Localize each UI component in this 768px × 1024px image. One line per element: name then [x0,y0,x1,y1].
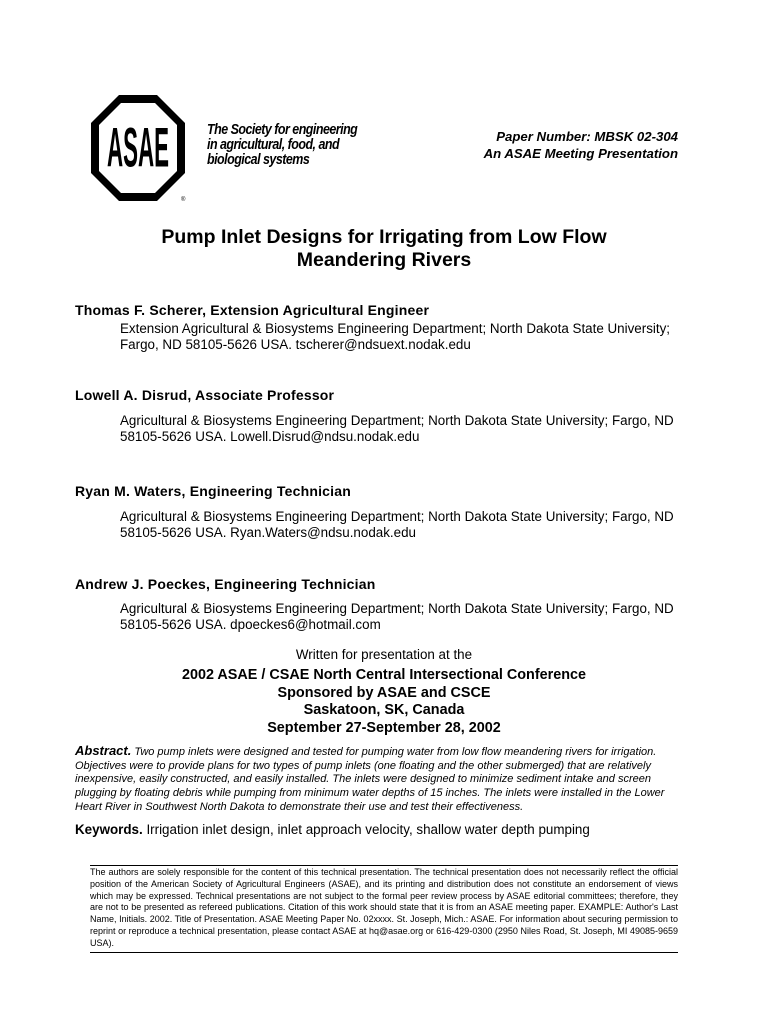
keywords [75,822,685,837]
affiliation-line: Agricultural & Biosystems Engineering Department; North Dakota State University; Fargo, ND [120,413,674,428]
copyright-notice: The authors are solely responsible for the content of this technical presentation. The technical presentation does not necessarily reflect the official position of the American Society of Agricultural Engineers (ASAE), and its printing and distribution does not constitute an endorsement of views which may be expressed. Technical presentations are not subject to the formal peer review process by ASAE editorial committees; therefore, they are not to be presented as refereed publications. Citation of this work should state that it is from an ASAE meeting paper. EXAMPLE: Author's Last Name, Initials. 2002. Title of Presentation. ASAE Meeting Paper No. 02xxxx. St. Joseph, Mich.: ASAE. For information about securing permission to reprint or reproduce a technical presentation, please contact ASAE at hq@asae.org or 616-429-0300 (2950 Niles Road, St. Joseph, MI 49085-9659 USA). [90,865,678,953]
author-affiliation [120,509,710,541]
asae-logo [90,94,186,202]
logo-lettering: ASAE [106,118,170,180]
affiliation-line: 58105-5626 USA. Lowell.Disrud@ndsu.nodak.edu [120,429,420,444]
conference-dates: September 27-September 28, 2002 [267,719,501,736]
author-name: Lowell A. Disrud, Associate Professor [75,387,335,403]
author-affiliation [120,601,710,633]
svg-text:®: ® [181,197,186,202]
author-name: Ryan M. Waters, Engineering Technician [75,483,351,499]
title-line: Meandering Rivers [296,249,472,271]
conference-name: 2002 ASAE / CSAE North Central Intersectional Conference [181,667,587,683]
affiliation-line: Fargo, ND 58105-5626 USA. tscherer@ndsuext.nodak.edu [120,337,471,352]
tagline-line: in agricultural, food, and [207,137,340,153]
conference-sponsor: Sponsored by ASAE and CSCE [277,684,491,701]
abstract-text: Two pump inlets were designed and tested for pumping water from low flow meandering rivers for irrigation. Objectives were to provide plans for two types of pump inlets (one floating and the other submerged) that are relatively inexpensive, easily constructed, and easily installed. The inlets were designed to minimize sediment intake and screen plugging by floating debris while pumping from minimum water depths of 15 inches. The inlets were installed in the Lower Heart River in Southwest North Dakota to demonstrate their use and test their effectiveness. [75,746,665,813]
author-name: Thomas F. Scherer, Extension Agricultural Engineer [75,302,430,318]
meeting-presentation: An ASAE Meeting Presentation [483,146,678,161]
tagline-line: biological systems [207,152,310,168]
paper-info [484,128,678,162]
affiliation-line: 58105-5626 USA. Ryan.Waters@ndsu.nodak.edu [120,525,416,540]
affiliation-line: Agricultural & Biosystems Engineering Department; North Dakota State University; Fargo, ND [120,601,674,616]
abstract [75,744,685,815]
keywords-label: Keywords. [75,822,143,837]
written-for: Written for presentation at the [295,647,473,662]
abstract-label: Abstract. [75,743,132,758]
keywords-text: Irrigation inlet design, inlet approach velocity, shallow water depth pumping [142,822,590,837]
affiliation-line: Agricultural & Biosystems Engineering Department; North Dakota State University; Fargo, ND [120,509,674,524]
author-name: Andrew J. Poeckes, Engineering Technician [75,576,376,592]
society-tagline [207,123,379,168]
conference-info [0,667,768,737]
author-affiliation [120,321,710,353]
conference-location: Saskatoon, SK, Canada [303,702,465,718]
affiliation-line: Extension Agricultural & Biosystems Engineering Department; North Dakota State University; [120,321,671,336]
title-line: Pump Inlet Designs for Irrigating from Low Flow [161,226,607,248]
paper-title [0,226,768,272]
tagline-line: The Society for engineering [207,122,358,138]
author-affiliation [120,413,710,445]
affiliation-line: 58105-5626 USA. dpoeckes6@hotmail.com [120,617,381,632]
paper-number: Paper Number: MBSK 02-304 [496,129,678,144]
